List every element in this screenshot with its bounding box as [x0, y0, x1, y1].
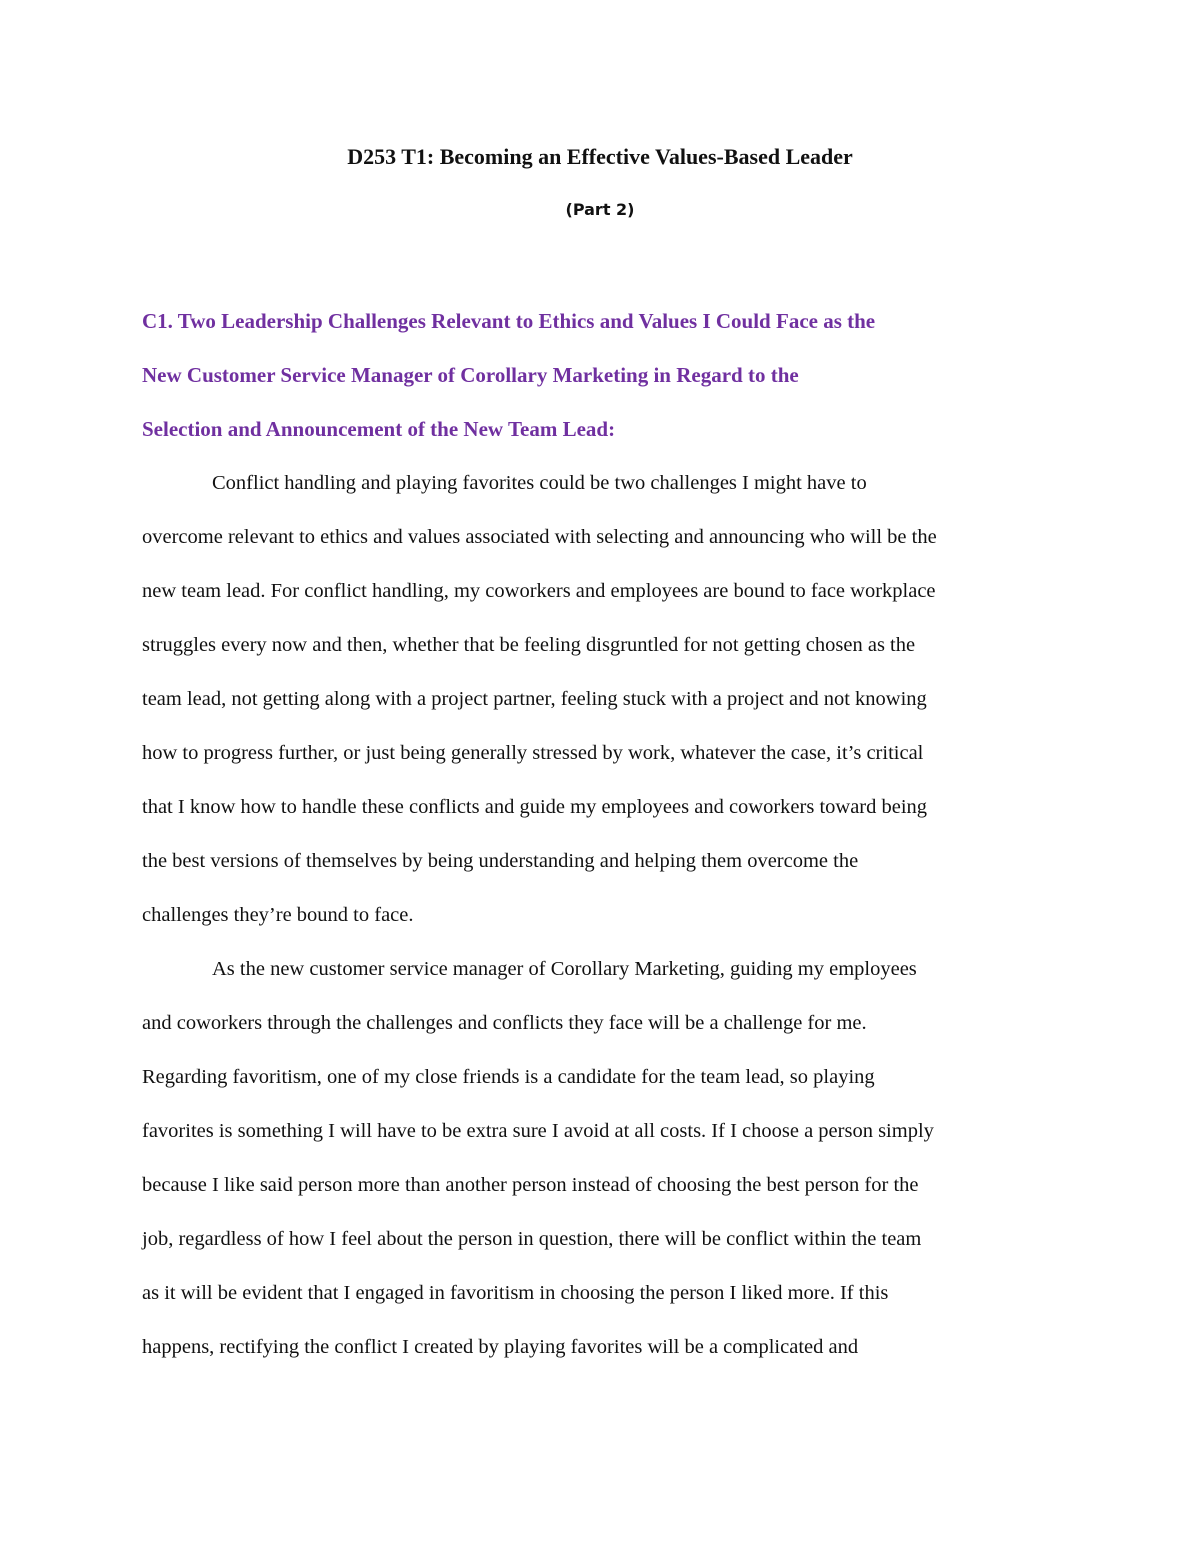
document-subtitle: (Part 2) — [565, 200, 635, 219]
paragraph-2-line-8: happens, rectifying the conflict I created by playing favorites will be a complicated and — [142, 1336, 859, 1358]
section-heading-line-3: Selection and Announcement of the New Team Lead: — [142, 417, 616, 441]
paragraph-2-line-7: as it will be evident that I engaged in favoritism in choosing the person I liked more. If this — [142, 1282, 889, 1304]
paragraph-1-line-2: overcome relevant to ethics and values associated with selecting and announcing who will be the — [142, 526, 937, 548]
paragraph-1-line-6: how to progress further, or just being generally stressed by work, whatever the case, it’s critical — [142, 742, 924, 764]
paragraph-2-line-1: As the new customer service manager of Corollary Marketing, guiding my employees — [212, 958, 917, 980]
section-heading-line-1: C1. Two Leadership Challenges Relevant to Ethics and Values I Could Face as the — [142, 309, 876, 333]
paragraph-1-line-3: new team lead. For conflict handling, my coworkers and employees are bound to face workplace — [142, 580, 936, 602]
paragraph-1-line-1: Conflict handling and playing favorites could be two challenges I might have to — [212, 472, 867, 494]
paragraph-2-line-5: because I like said person more than another person instead of choosing the best person for the — [142, 1174, 919, 1196]
document-title: D253 T1: Becoming an Effective Values-Based Leader — [347, 144, 853, 169]
paragraph-2-line-2: and coworkers through the challenges and conflicts they face will be a challenge for me. — [142, 1012, 867, 1034]
paragraph-2-line-6: job, regardless of how I feel about the person in question, there will be conflict within the team — [142, 1228, 922, 1250]
paragraph-1-line-8: the best versions of themselves by being understanding and helping them overcome the — [142, 850, 859, 872]
paragraph-1-line-9: challenges they’re bound to face. — [142, 904, 414, 926]
paragraph-2-line-3: Regarding favoritism, one of my close friends is a candidate for the team lead, so playing — [142, 1066, 875, 1088]
paragraph-1-line-5: team lead, not getting along with a project partner, feeling stuck with a project and not knowing — [142, 688, 927, 710]
paragraph-1-line-7: that I know how to handle these conflicts and guide my employees and coworkers toward being — [142, 796, 928, 818]
paragraph-1-line-4: struggles every now and then, whether that be feeling disgruntled for not getting chosen as the — [142, 634, 916, 656]
paragraph-2-line-4: favorites is something I will have to be extra sure I avoid at all costs. If I choose a person simply — [142, 1120, 934, 1142]
section-heading-line-2: New Customer Service Manager of Corollary Marketing in Regard to the — [142, 363, 799, 387]
